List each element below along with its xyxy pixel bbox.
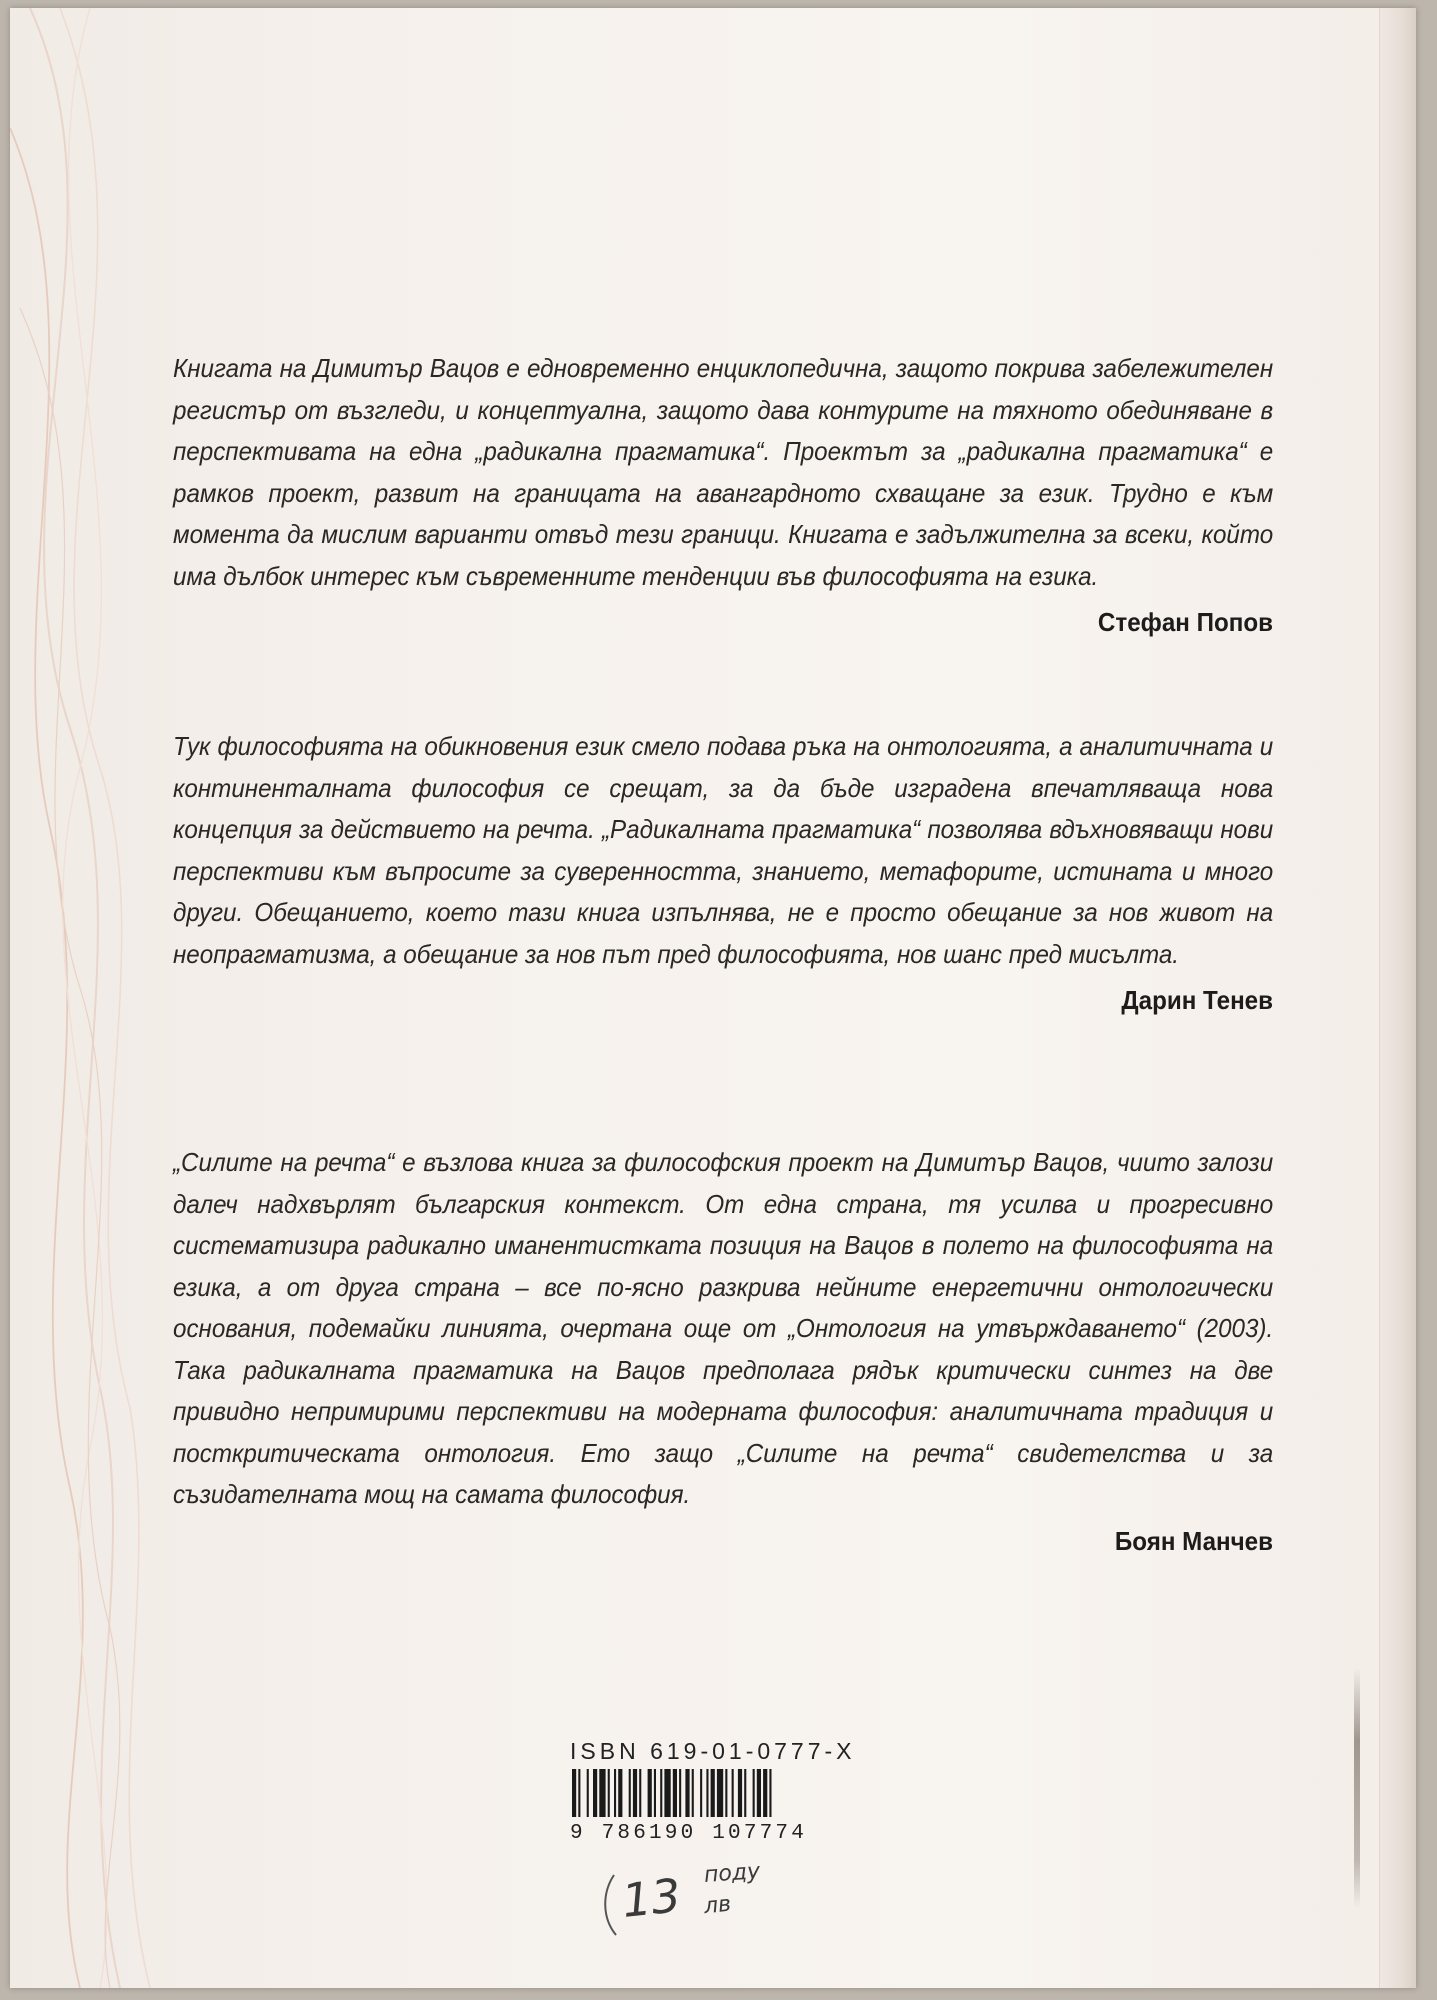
handwritten-price: [592, 1859, 822, 1943]
review-2: [173, 726, 1273, 1016]
review-author: Дарин Тенев: [1121, 985, 1273, 1015]
price-bottom-note: лв: [702, 1891, 733, 1920]
isbn-label: ISBN 619-01-0777-X: [570, 1738, 856, 1764]
back-cover: [10, 8, 1416, 1988]
review-text: Тук философията на обикновения език смело подава ръка на онтологията, а аналитичната и континенталната философия се срещат, за да бъде изградена впечатляваща нова концепция за действието на речта. „Радикалната прагматика“ позволява вдъхновяващи нови перспективи към въпросите за суверенността, знанието, метафорите, истината и много други. Обещанието, което тази книга изпълнява, не е просто обещание за нов живот на неопрагматизма, а обещание за нов път пред философията, нов шанс пред мисълта.: [173, 731, 1274, 969]
review-1: [173, 348, 1273, 638]
decorative-wave-lines: [10, 8, 160, 1988]
spine-edge: [1379, 8, 1416, 1988]
review-author: Стефан Попов: [1097, 607, 1273, 637]
isbn-block: [570, 1738, 890, 1845]
barcode: [570, 1769, 856, 1817]
review-text: Книгата на Димитър Вацов е едновременно енциклопедична, защото покрива забележителен регистър от възгледи, и концептуална, защото дава контурите на тяхното обединяване в перспективата на една „радикална прагматика“. Проектът за „радикална прагматика“ е рамков проект, развит на границата на авангардното схващане за език. Трудно е към момента да мислим варианти отвъд тези граници. Книгата е задължителна за всеки, който има дълбок интерес към съвременните тенденции във философията на езика.: [173, 353, 1274, 591]
price-main: 13: [619, 1868, 684, 1928]
review-author: Боян Манчев: [1114, 1525, 1273, 1556]
cover-crease: [1354, 1668, 1360, 1908]
review-3: [173, 1142, 1273, 1557]
price-top-note: поду: [703, 1859, 761, 1888]
barcode-digits: 9 786190 107774: [570, 1822, 808, 1845]
review-text: „Силите на речта“ е възлова книга за философския проект на Димитър Вацов, чиито залози далеч надхвърлят българския контекст. От една страна, тя усилва и прогресивно систематизира радикално иманентистката позиция на Вацов в полето на философията на езика, а от друга страна – все по-ясно разкрива нейните енергетични онтологически основания, подемайки линията, очертана още от „Онтология на утвърждаването“ (2003). Така радикалната прагматика на Вацов предполага рядък критически синтез на две привидно непримирими перспективи на модерната философия: аналитичната традиция и посткритическата онтология. Ето защо „Силите на речта“ свидетелства и за съзидателната мощ на самата философия.: [173, 1147, 1274, 1509]
